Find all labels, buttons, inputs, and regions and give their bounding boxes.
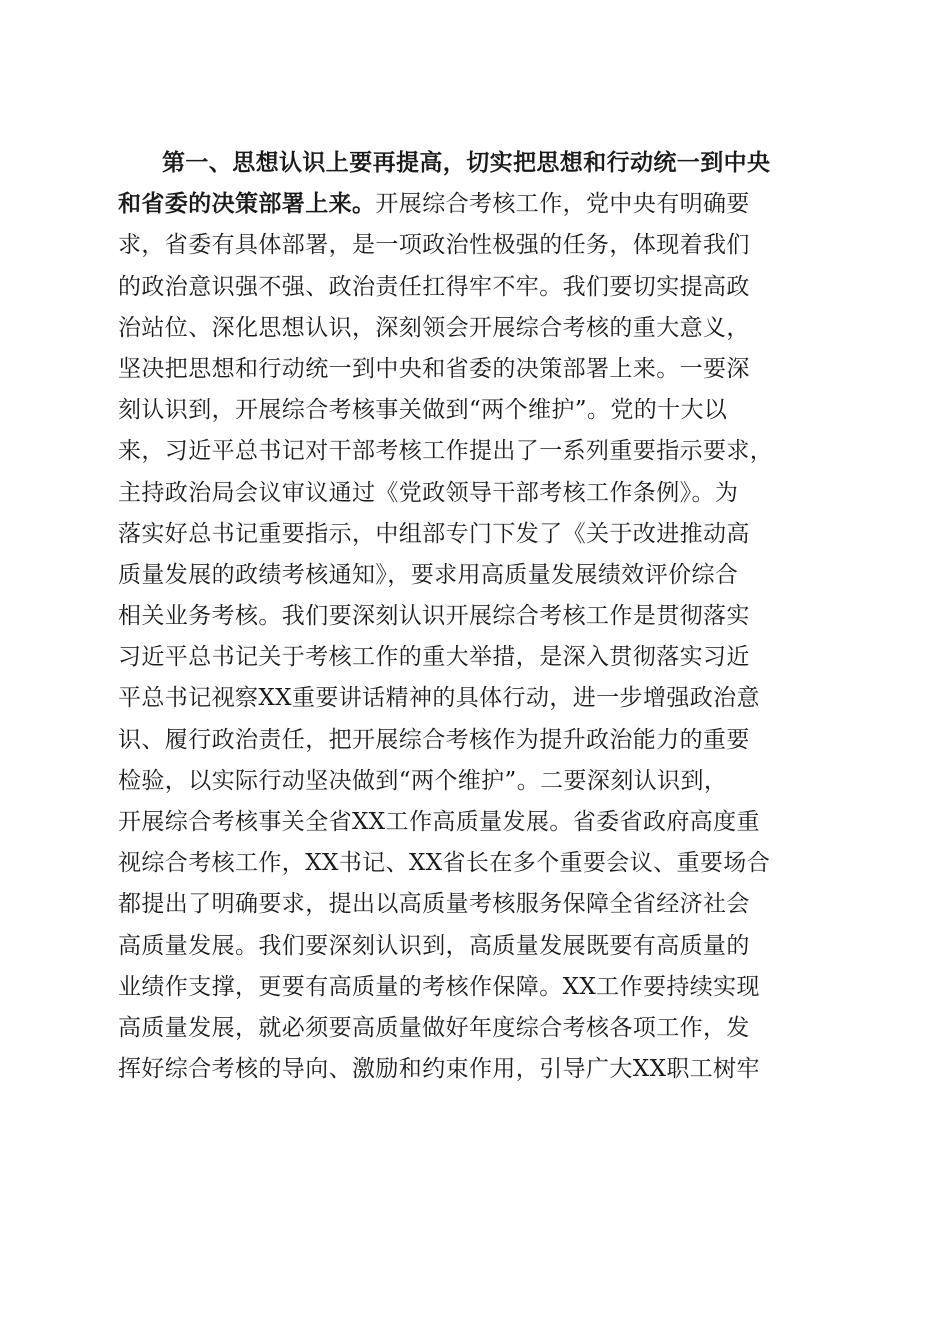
text-part: 高质量发展。我们要深刻认识到，高质量发展既要有高质量的: [118, 932, 750, 959]
text-line-2: [118, 183, 830, 224]
text-line-14: [118, 677, 830, 718]
text-part: 识、履行政治责任，把开展综合考核作为提升政治能力的重要: [118, 726, 750, 753]
text-part: 挥好综合考核的导向、激励和约束作用，引导广大XX职工树牢: [118, 1056, 760, 1083]
text-line-13: [118, 636, 830, 677]
text-line-10: [118, 513, 830, 554]
bold-heading-part: 和省委的决策部署上来。: [118, 190, 376, 218]
text-line-9: [118, 472, 830, 513]
text-part: 习近平总书记关于考核工作的重大举措，是深入贯彻落实习近: [118, 644, 750, 671]
text-line-4: [118, 266, 830, 307]
text-part: 视综合考核工作，XX书记、XX省长在多个重要会议、重要场合: [118, 850, 771, 877]
text-part: 业绩作支撑，更要有高质量的考核作保障。XX工作要持续实现: [118, 973, 760, 1000]
text-part: 检验，以实际行动坚决做到“两个维护”。二要深刻认识到，: [118, 767, 728, 794]
text-part: 的政治意识强不强、政治责任扛得牢不牢。我们要切实提高政: [118, 273, 750, 300]
text-line-16: [118, 760, 830, 801]
text-line-20: [118, 925, 830, 966]
bold-heading-part: 第一、思想认识上要再提高，切实把思想和行动统一到中央: [162, 149, 771, 176]
text-line-7: [118, 389, 830, 430]
text-part: 坚决把思想和行动统一到中央和省委的决策部署上来。一要深: [118, 355, 750, 382]
text-part: 来，习近平总书记对干部考核工作提出了一系列重要指示要求，: [118, 438, 774, 465]
text-line-17: [118, 801, 830, 842]
text-part: 落实好总书记重要指示，中组部专门下发了《关于改进推动高: [118, 520, 750, 547]
text-part: 都提出了明确要求，提出以高质量考核服务保障全省经济社会: [118, 891, 750, 918]
text-line-23: [118, 1048, 830, 1089]
text-part: 治站位、深化思想认识，深刻领会开展综合考核的重大意义，: [118, 314, 750, 341]
text-part: 开展综合考核事关全省XX工作高质量发展。省委省政府高度重: [118, 809, 760, 835]
text-part: 质量发展的政绩考核通知》，要求用高质量发展绩效评价综合: [118, 561, 739, 588]
text-line-1: [118, 142, 830, 183]
text-line-15: [118, 719, 830, 760]
text-line-8: [118, 430, 830, 471]
text-part: 高质量发展，就必须要高质量做好年度综合考核各项工作，发: [118, 1014, 750, 1041]
text-part: 主持政治局会议审议通过《党政领导干部考核工作条例》。为: [118, 479, 739, 506]
text-line-5: [118, 307, 830, 348]
text-part: 相关业务考核。我们要深刻认识开展综合考核工作是贯彻落实: [118, 603, 750, 630]
text-line-3: [118, 224, 830, 265]
text-line-22: [118, 1007, 830, 1048]
text-part: 平总书记视察XX重要讲话精神的具体行动，进一步增强政治意: [118, 685, 760, 712]
text-line-11: [118, 554, 830, 595]
text-line-6: [118, 348, 830, 389]
text-line-21: [118, 966, 830, 1007]
text-line-12: [118, 595, 830, 636]
text-part: 求，省委有具体部署，是一项政治性极强的任务，体现着我们: [118, 232, 750, 259]
text-part: 开展综合考核工作，党中央有明确要: [375, 191, 750, 218]
text-line-19: [118, 883, 830, 924]
text-line-18: [118, 842, 830, 883]
body-paragraph: [118, 142, 830, 1089]
text-part: 刻认识到，开展综合考核事关做到“两个维护”。党的十大以: [118, 397, 728, 424]
